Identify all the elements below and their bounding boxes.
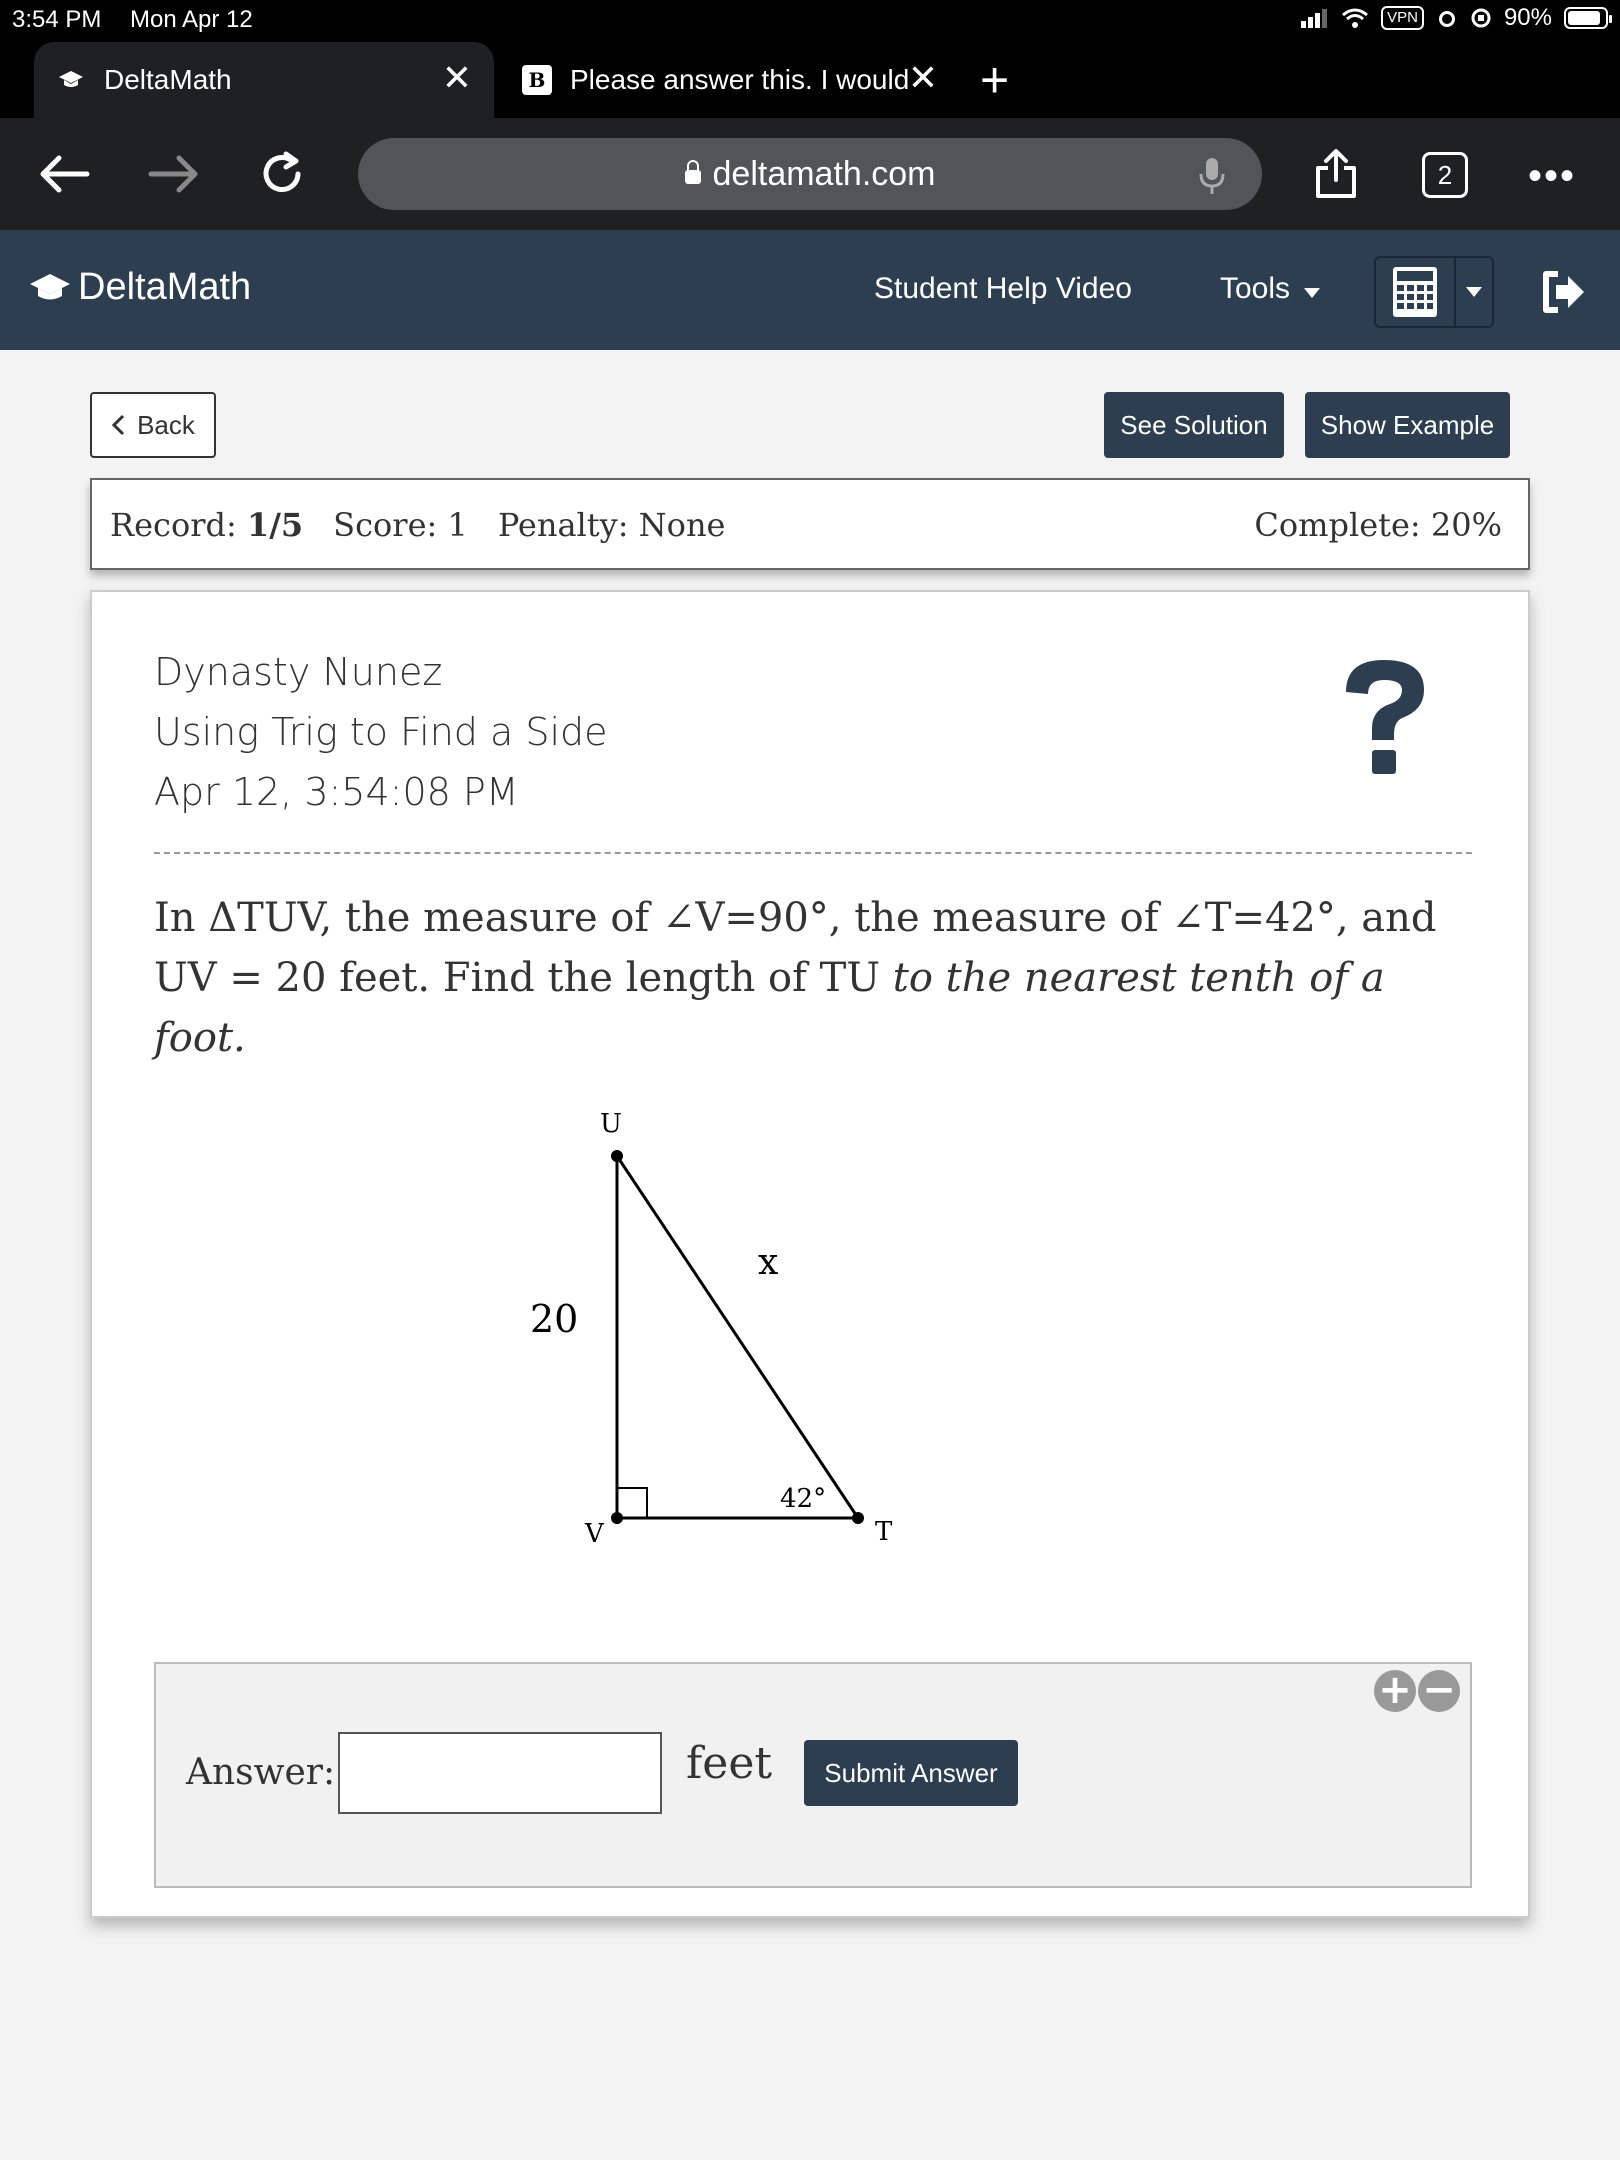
status-time: 3:54 PM [12,6,102,33]
tab-brainly[interactable] [500,42,960,118]
address-bar[interactable] [358,138,1262,210]
brand-name: DeltaMath [78,266,252,308]
brand-logo[interactable] [28,266,251,309]
calculator-button-group [1374,256,1494,328]
logout-icon[interactable] [1540,270,1588,319]
vertex-u-label: U [600,1109,622,1139]
tools-label: Tools [1220,272,1291,305]
url-text: deltamath.com [712,154,936,193]
calculator-icon[interactable] [1376,258,1456,326]
share-icon[interactable] [1304,142,1368,206]
battery-icon [1564,7,1608,29]
zoom-controls [1374,1667,1460,1713]
signal-icon [1301,8,1329,28]
battery-percent: 90% [1503,4,1552,31]
new-tab-button[interactable]: + [980,52,1010,108]
tools-dropdown[interactable] [1220,272,1320,306]
status-icons [1301,4,1608,32]
tab-deltamath[interactable] [34,42,494,118]
close-tab-icon[interactable]: ✕ [907,57,938,98]
reload-icon[interactable] [250,142,314,206]
caret-down-icon [1304,288,1320,298]
penalty-stat: Penalty: None [497,506,726,544]
triangle-figure [422,1062,922,1549]
answer-unit: feet [686,1738,773,1789]
record-label: Record: [110,506,237,544]
question-mark-icon[interactable] [1332,654,1436,783]
question-main: In ΔTUV, the measure of ∠V=90°, the measure of ∠T=42°, and UV = 20 feet. Find the length of TU [154,895,1437,1001]
more-menu-icon[interactable]: ••• [1528,154,1577,198]
forward-arrow-icon[interactable] [142,142,206,206]
section-divider [154,852,1472,854]
problem-topic: Using Trig to Find a Side [154,710,608,754]
back-button[interactable] [90,392,216,458]
chevron-left-icon [111,414,125,436]
close-tab-icon[interactable]: ✕ [441,57,472,98]
problem-timestamp: Apr 12, 3:54:08 PM [154,770,519,814]
alarm-icon [1436,7,1458,29]
lock-icon [685,170,701,184]
record-bar [90,478,1530,570]
calculator-caret-icon[interactable] [1456,258,1492,326]
status-date: Mon Apr 12 [130,6,253,33]
question-text [154,888,1484,1068]
complete-stat: Complete: 20% [1254,506,1502,544]
see-solution-button[interactable]: See Solution [1104,392,1284,458]
answer-panel [154,1662,1472,1888]
deltamath-favicon [56,65,86,95]
tab-label: DeltaMath [104,64,232,95]
vertex-v-label: V [585,1519,604,1549]
record-value: 1/5 [246,506,304,544]
wifi-icon [1341,7,1369,29]
app-header [0,230,1620,350]
vpn-badge: VPN [1381,6,1424,30]
angle-t-label: 42° [780,1484,827,1514]
browser-toolbar [0,118,1620,230]
vertex-t-label: T [875,1517,893,1547]
score-stat: Score: 1 [333,506,468,544]
side-tu-label: x [758,1242,779,1283]
back-label: Back [137,409,195,440]
tab-count-button[interactable]: 2 [1422,152,1468,198]
answer-input[interactable] [338,1732,662,1814]
student-help-video-link[interactable]: Student Help Video [874,272,1132,305]
graduation-cap-icon [28,272,72,304]
side-uv-label: 20 [530,1297,579,1341]
status-bar [0,0,1620,40]
problem-card [90,590,1530,1918]
zoom-out-icon[interactable]: − [1418,1670,1460,1712]
problem-meta [154,642,608,822]
mic-icon[interactable] [1198,156,1226,205]
show-example-button[interactable]: Show Example [1305,392,1510,458]
record-stat [110,506,303,544]
rotation-lock-icon [1470,7,1492,29]
question-rounding: to the nearest tenth of a foot. [154,955,1385,1061]
zoom-in-icon[interactable]: + [1374,1670,1416,1712]
answer-label: Answer: [186,1752,336,1793]
submit-answer-button[interactable]: Submit Answer [804,1740,1018,1806]
student-name: Dynasty Nunez [154,650,443,694]
browser-tab-bar [0,40,1620,118]
brainly-favicon: B [522,65,552,95]
tab-label: Please answer this. I would [570,64,910,95]
back-arrow-icon[interactable] [32,142,96,206]
